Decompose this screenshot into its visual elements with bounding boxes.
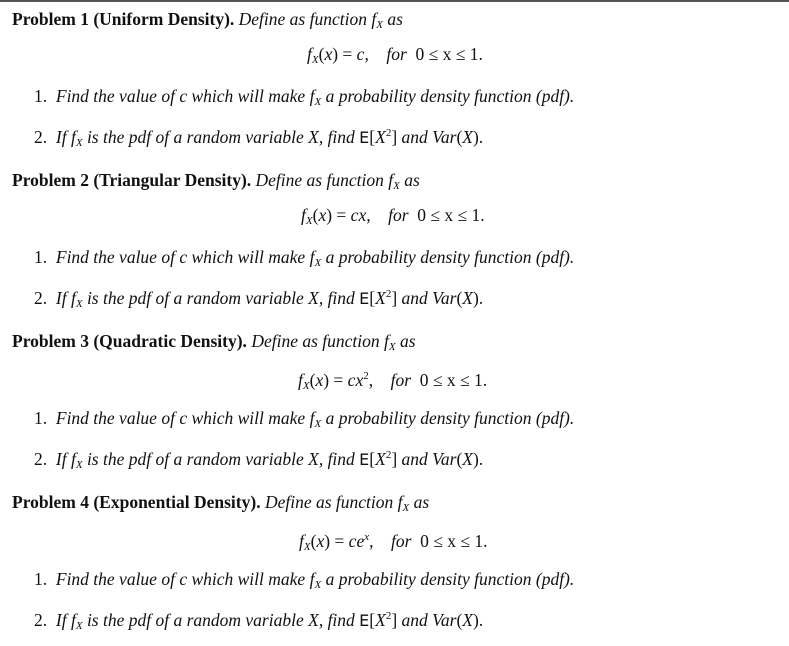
item-text: and	[401, 288, 428, 308]
problem-1-eq-rhs: c,	[356, 44, 369, 64]
problem-4-item-2: 2. If $f_X$ is the pdf of a random variable X, find $E[X^2]$ and Var(X).	[34, 610, 484, 632]
problem-1-title: Problem 1 (Uniform Density).	[12, 9, 235, 29]
item-text: find	[327, 288, 355, 308]
problem-1-cond: for	[386, 44, 407, 64]
item-text: is the pdf of a random variable	[86, 288, 304, 308]
problem-3-range: 0 ≤ x ≤ 1.	[419, 370, 488, 390]
problem-2-title: Problem 2 (Triangular Density).	[12, 170, 252, 190]
item-text: find	[327, 127, 355, 147]
problem-2-as: as	[404, 170, 420, 190]
expectation-symbol: E	[359, 611, 370, 630]
item-number: 2.	[34, 288, 48, 308]
expectation-symbol: E	[359, 450, 370, 469]
item-number: 1.	[34, 247, 48, 267]
problem-1	[0, 8, 789, 163]
problem-3-equation: $f_X(x) = cx^2$, for 0 ≤ x ≤ 1.	[298, 370, 488, 392]
item-number: 2.	[34, 610, 48, 630]
problem-1-heading: Problem 1 (Uniform Density). Define as function $f_X$ as	[12, 9, 403, 31]
variance-symbol: Var	[432, 127, 457, 147]
problem-4-range: 0 ≤ x ≤ 1.	[420, 531, 488, 551]
problem-2-item-2: 2. If $f_X$ is the pdf of a random variable X, find $E[X^2]$ and Var(X).	[34, 288, 484, 310]
problem-3	[0, 330, 789, 485]
item-text: Find the value of c which will make	[55, 569, 306, 589]
item-text: If	[55, 288, 67, 308]
problem-2	[0, 169, 789, 324]
item-text: a probability density function (pdf).	[325, 86, 575, 106]
item-text: If	[55, 127, 67, 147]
expectation-symbol: E	[359, 128, 370, 147]
problem-1-item-2: 2. If $f_X$ is the pdf of a random variable X, find $E[X^2]$ and Var(X).	[34, 127, 484, 149]
item-text: Find the value of c which will make	[55, 408, 306, 428]
expectation-symbol: E	[359, 289, 370, 308]
item-text: is the pdf of a random variable	[86, 610, 304, 630]
problem-2-equation: $f_X(x)$ = cx, for 0 ≤ x ≤ 1.	[301, 205, 485, 227]
variance-symbol: Var	[432, 610, 457, 630]
item-text: If	[55, 449, 67, 469]
item-text: is the pdf of a random variable	[86, 127, 304, 147]
problem-1-equation: $f_X(x) = c$, for 0 ≤ x ≤ 1.	[307, 44, 483, 66]
problem-1-intro: Define as function	[238, 9, 367, 29]
item-text: is the pdf of a random variable	[86, 449, 304, 469]
problem-3-as: as	[399, 331, 416, 351]
problem-1-range: 0 ≤ x ≤ 1.	[415, 44, 483, 64]
item-number: 1.	[34, 86, 48, 106]
problem-1-as: as	[387, 9, 403, 29]
problem-3-title: Problem 3 (Quadratic Density).	[12, 331, 247, 351]
problem-3-item-1: 1. Find the value of c which will make $f_X$ a probability density function (pdf).	[34, 408, 575, 430]
problem-3-intro: Define as function	[251, 331, 380, 351]
problem-4-eq-rhs: ce	[348, 531, 365, 551]
item-number: 1.	[34, 408, 48, 428]
item-number: 2.	[34, 449, 48, 469]
item-text: and	[401, 449, 428, 469]
problem-3-eq-rhs: cx	[347, 370, 364, 390]
item-text: find	[327, 610, 355, 630]
problem-2-eq-rhs: cx,	[350, 205, 371, 225]
problem-2-heading: Problem 2 (Triangular Density). Define as function $f_X$ as	[12, 170, 420, 192]
problem-4-item-1: 1. Find the value of c which will make $f_X$ a probability density function (pdf).	[34, 569, 575, 591]
problem-4-cond: for	[390, 531, 412, 551]
problem-2-intro: Define as function	[255, 170, 384, 190]
item-text: Find the value of c which will make	[55, 247, 306, 267]
item-text: and	[401, 610, 428, 630]
problem-1-item-1: 1. Find the value of c which will make $f_X$ a probability density function (pdf).	[34, 86, 575, 108]
problem-4-title: Problem 4 (Exponential Density).	[12, 492, 261, 512]
problem-3-heading: Problem 3 (Quadratic Density). Define as function $f_X$ as	[12, 331, 416, 353]
problem-2-cond: for	[388, 205, 409, 225]
problem-4-intro: Define as function	[264, 492, 394, 512]
item-number: 1.	[34, 569, 48, 589]
variance-symbol: Var	[432, 288, 457, 308]
problem-3-cond: for	[390, 370, 412, 390]
item-text: a probability density function (pdf).	[325, 247, 575, 267]
item-text: Find the value of c which will make	[55, 86, 306, 106]
problem-4	[0, 491, 789, 646]
variance-symbol: Var	[432, 449, 457, 469]
top-rule	[0, 0, 789, 2]
item-text: and	[401, 127, 428, 147]
problem-4-heading: Problem 4 (Exponential Density). Define as function $f_X$ as	[12, 492, 430, 514]
item-text: a probability density function (pdf).	[325, 569, 575, 589]
problem-2-item-1: 1. Find the value of c which will make $f_X$ a probability density function (pdf).	[34, 247, 575, 269]
item-text: a probability density function (pdf).	[325, 408, 575, 428]
item-text: If	[55, 610, 67, 630]
problem-2-range: 0 ≤ x ≤ 1.	[417, 205, 485, 225]
problem-4-as: as	[413, 492, 430, 512]
item-text: find	[327, 449, 355, 469]
problem-3-item-2: 2. If $f_X$ is the pdf of a random variable X, find $E[X^2]$ and Var(X).	[34, 449, 484, 471]
problem-4-equation: $f_X(x) = ce^x$, for 0 ≤ x ≤ 1.	[299, 531, 488, 553]
item-number: 2.	[34, 127, 48, 147]
